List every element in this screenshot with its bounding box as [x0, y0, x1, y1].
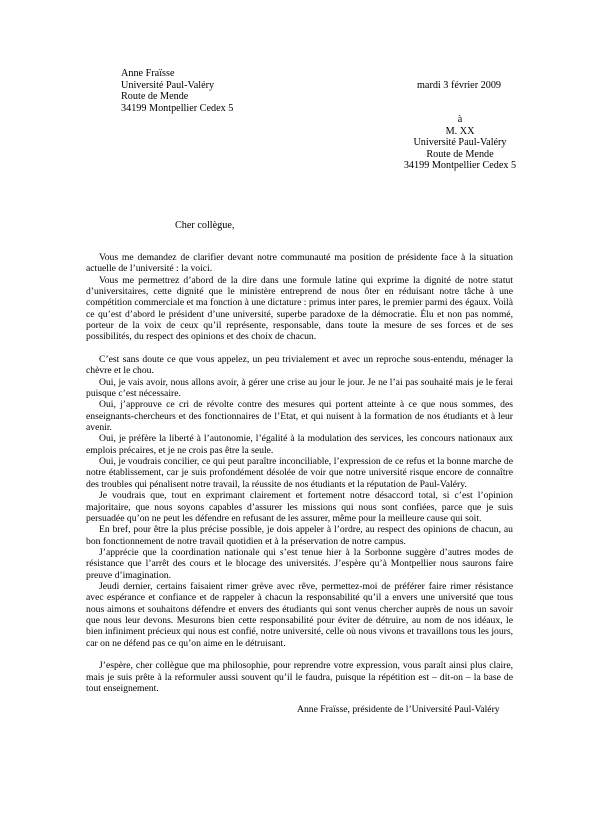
body-paragraph: Je voudrais que, tout en exprimant clairement et fortement notre désaccord total, si c’est l’opinion majoritaire, que nous soyons capables d’assurer les missions qui nous sont confiées, parce que je suis persuadée qu’on ne peut les défendre en refusant de les assurer, même pour la meilleure cause qui soit. — [86, 490, 513, 524]
body-paragraph: Vous me permettrez d’abord de la dire dans une formule latine qui exprime la dignité de notre statut d’universitaires, cette dignité que le ministère entreprend de nous ôter en réduisant notre tâche à une compétition commerciale et ma fonction à une dictature : primus inter pares, le premier parmi des égaux. Voilà ce qu’est d’abord le président d’une université, superbe paradoxe de la démocratie. Élu et non pas nommé, porteur de la voix de ceux qu’il représente, responsable, dans toute la mesure de ses forces et de ses possibilités, du respect des opinions et des choix de chacun. — [86, 274, 513, 343]
recipient-prefix: à — [457, 114, 463, 125]
recipient-city: 34199 Montpellier Cedex 5 — [403, 160, 517, 172]
sender-city: 34199 Montpellier Cedex 5 — [121, 102, 234, 114]
body-paragraph: En bref, pour être la plus précise possible, je dois appeler à l’ordre, au respect des opinions de chacun, au bon fonctionnement de notre travail quotidien et à la préservation de notre campus. — [86, 524, 513, 547]
sender-street: Route de Mende — [121, 91, 189, 103]
body-paragraph: C’est sans doute ce que vous appelez, un peu trivialement et avec un reproche sous-entendu, ménager la chèvre et le chou. — [86, 354, 513, 377]
body-paragraph: J’espère, cher collègue que ma philosophie, pour reprendre votre expression, vous paraît ainsi plus claire, mais je suis prête à la reformuler aussi souvent qu’il le faudra, puisque la répétition est – dit-on – la base de tout enseignement. — [86, 660, 513, 694]
body-paragraph: Oui, je vais avoir, nous allons avoir, à gérer une crise au jour le jour. Je ne l’ai pas souhaité mais je le ferai puisque c’est nécessaire. — [86, 376, 513, 400]
salutation: Cher collègue, — [175, 220, 235, 231]
body-paragraph: Jeudi dernier, certains faisaient rimer grève avec rêve, permettez-moi de préférer faire rimer résistance avec espérance et confiance et de rappeler à chacun la responsabilité qu’il a envers une université que tous nous aimons et souhaitons défendre et envers des étudiants qui sont venus chercher auprès de nous un savoir que nous leur devons. Mesurons bien cette responsabilité pour éviter de détruire, au nom de nos idéaux, le bien infiniment précieux qui nous est confié, notre université, celle où nous vivons et travaillons tous les jours, car on ne défend pas ce qu’on aime en le détruisant. — [86, 580, 513, 649]
letter-body — [86, 252, 513, 694]
sender-address — [121, 68, 233, 114]
sender-name: Anne Fraïsse — [121, 68, 175, 79]
recipient-address — [390, 114, 530, 172]
body-paragraph: Vous me demandez de clarifier devant notre communauté ma position de présidente face à la situation actuelle de l’université : la voici. — [86, 252, 513, 275]
body-paragraph: J’apprécie que la coordination nationale qui s’est tenue hier à la Sorbonne suggère d’autres modes de résistance que l’arrêt des cours et le blocage des universités. J’espère qu’à Montpellier nous saurons faire preuve d’imagination. — [86, 546, 513, 581]
letter-date: mardi 3 février 2009 — [417, 80, 502, 91]
sender-institution: Université Paul-Valéry — [121, 79, 215, 91]
body-paragraph: Oui, je voudrais concilier, ce qui peut paraître inconciliable, l’expression de ce refus et la bonne marche de notre établissement, car je suis profondément désolée de voir que notre université risque encore de connaître des troubles qui pénalisent notre travail, la réussite de nos étudiants et la réputation de Paul-Valéry. — [86, 456, 513, 490]
recipient-street: Route de Mende — [426, 148, 494, 160]
body-paragraph: Oui, j’approuve ce cri de révolte contre des mesures qui portent atteinte à ce que nous sommes, des enseignants-chercheurs et des fonctionnaires de l’Etat, et qui nuisent à la formation de nos étudiants et à leur avenir. — [86, 399, 513, 434]
recipient-name: M. XX — [445, 125, 475, 137]
signature: Anne Fraïsse, présidente de l’Université Paul-Valéry — [297, 704, 500, 715]
recipient-institution: Université Paul-Valéry — [413, 137, 507, 149]
body-paragraph: Oui, je préfère la liberté à l’autonomie, l’égalité à la modulation des services, les concours nationaux aux emplois précaires, et je ne crois pas être la seule. — [86, 433, 513, 456]
